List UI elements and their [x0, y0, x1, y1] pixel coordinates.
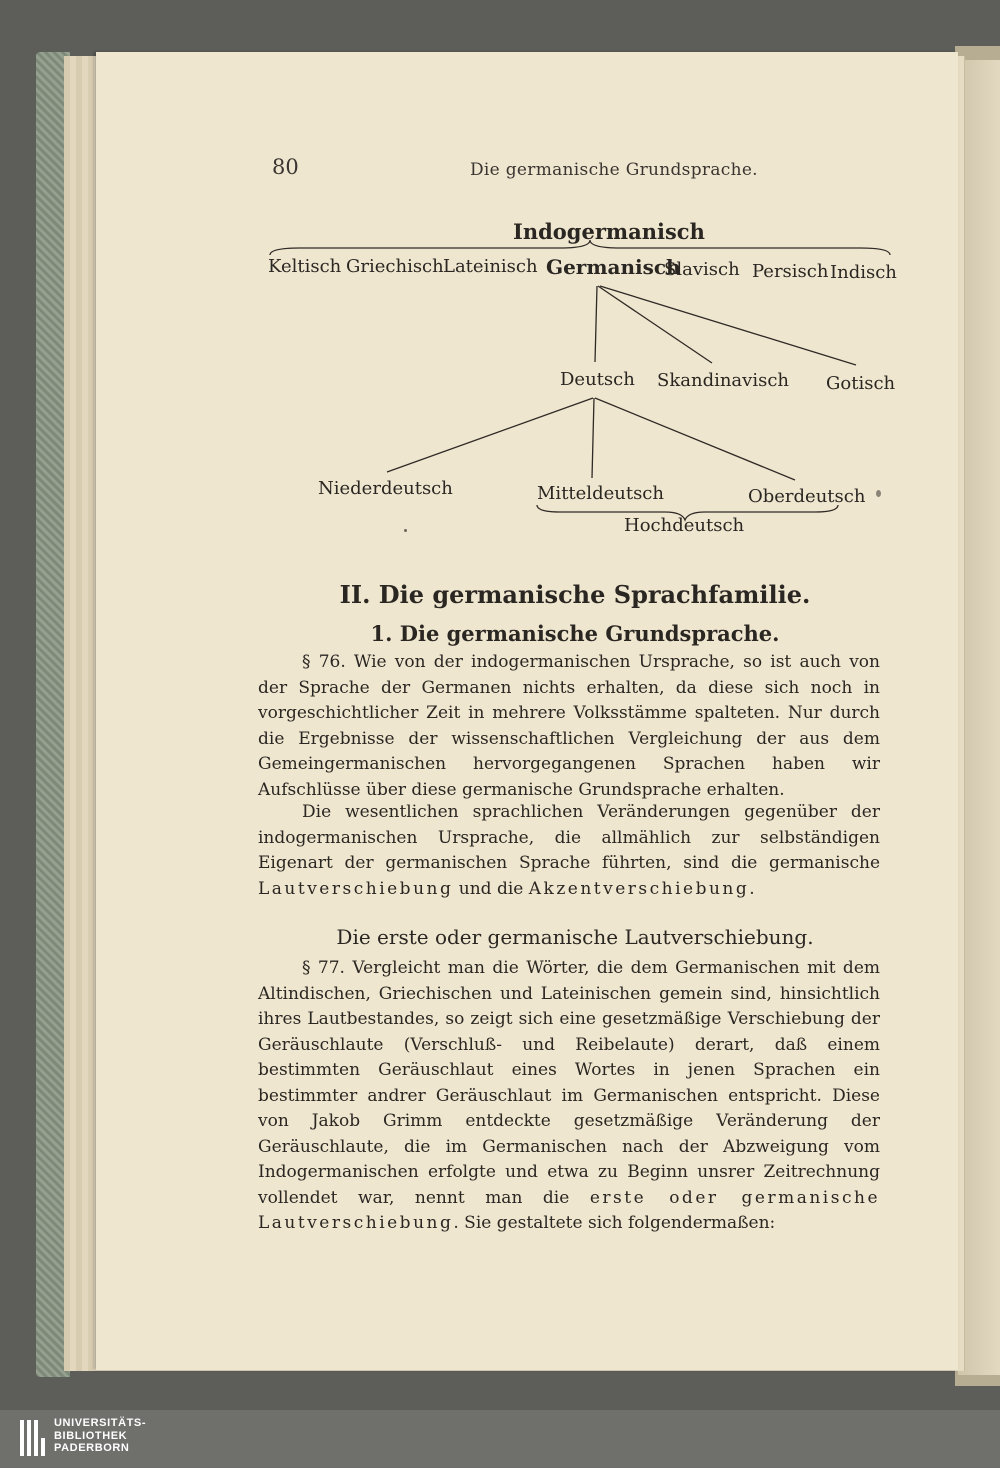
library-logo-text	[54, 1417, 146, 1455]
tree-node-griechisch: Griechisch	[346, 256, 444, 277]
tree-node-lateinisch: Lateinisch	[443, 256, 538, 277]
tree-node-skandinavisch: Skandinavisch	[657, 370, 790, 391]
paragraph-76-continued	[258, 800, 880, 902]
edge-germanisch-skandinavisch	[598, 286, 712, 363]
paragraph-text: .	[749, 878, 755, 899]
tree-node-keltisch: Keltisch	[268, 256, 342, 277]
emphasis-erste-lautverschiebung: erste oder germanische Lautverschiebung	[258, 1187, 881, 1233]
paragraph-text: und die	[453, 878, 529, 899]
tree-node-hochdeutsch: Hochdeutsch	[624, 515, 745, 536]
ink-dot	[404, 529, 407, 532]
edge-deutsch-oberdeutsch	[595, 398, 795, 480]
logo-line-3: PADERBORN	[54, 1442, 130, 1454]
tree-root-label: Indogermanisch	[513, 219, 705, 244]
section-subtitle: 1. Die germanische Grundsprache.	[370, 621, 780, 646]
tree-node-gotisch: Gotisch	[826, 373, 896, 394]
paragraph-text: . Sie gestaltete sich folgendermaßen:	[453, 1213, 776, 1233]
paragraph-76: § 76. Wie von der indogermanischen Ursprache, so ist auch von der Sprache der Germanen nichts erhalten, da diese sich noch in vorgeschichtlicher Zeit in mehrere Volksstämme spalteten. Nur durch die Ergebnisse der wissenschaftlichen Vergleichung der aus dem Gemeingermanischen hervorgegangenen Sprachen haben wir Aufschlüsse über diese germanische Grundsprache erhalten.	[258, 652, 880, 800]
edge-germanisch-gotisch	[600, 286, 856, 365]
edge-germanisch-deutsch	[595, 286, 597, 362]
tree-node-deutsch: Deutsch	[560, 369, 635, 390]
tree-node-germanisch: Germanisch	[546, 255, 681, 279]
section-title: II. Die germanische Sprachfamilie.	[339, 580, 811, 609]
tree-node-indisch: Indisch	[830, 262, 897, 283]
logo-line-2: BIBLIOTHEK	[54, 1429, 128, 1442]
tree-node-persisch: Persisch	[752, 261, 829, 282]
pencil-mark	[876, 490, 881, 497]
tree-node-niederdeutsch: Niederdeutsch	[318, 478, 453, 499]
paragraph-77	[258, 956, 880, 1237]
subsection-heading: Die erste oder germanische Lautverschiebung.	[336, 925, 814, 949]
emphasis-akzentverschiebung: Akzentverschiebung	[528, 878, 750, 899]
edge-deutsch-niederdeutsch	[387, 398, 593, 472]
tree-node-mitteldeutsch: Mitteldeutsch	[537, 483, 664, 504]
edge-deutsch-mitteldeutsch	[592, 398, 594, 478]
tree-node-oberdeutsch: Oberdeutsch	[748, 486, 866, 507]
running-title: Die germanische Grundsprache.	[470, 160, 758, 180]
emphasis-lautverschiebung: Lautverschiebung	[258, 878, 454, 899]
paragraph-text: Die wesentlichen sprachlichen Veränderungen gegenüber der indogermanischen Ursprache, die allmählich zur selbständigen Eigenart der germanischen Sprache führten, sind die germanische	[258, 802, 880, 873]
paragraph-text: § 77. Vergleicht man die Wörter, die dem Germanischen mit dem Altindischen, Griechischen und Lateinischen gemein sind, hinsichtlich ihres Lautbestandes, so zeigt sich eine gesetzmäßige Verschiebung der Geräuschlaute (Verschluß- und Reibelaute) derart, daß einem bestimmten Geräuschlaut eines Wortes in jenen Sprachen ein bestimmter andrer Geräuschlaut im Germanischen entspricht. Diese von Jakob Grimm entdeckte gesetzmäßige Veränderung der Geräuschlaute, die im Germanischen nach der Abzweigung vom Indogermanischen erfolgte und etwa zu Beginn unsrer Zeitrechnung vollendet war, nennt man die	[258, 958, 880, 1208]
page-number: 80	[272, 155, 299, 179]
library-logo-mark	[18, 1416, 46, 1460]
tree-node-slavisch: Slavisch	[664, 259, 740, 280]
logo-line-1: UNIVERSITÄTS-	[54, 1417, 147, 1429]
